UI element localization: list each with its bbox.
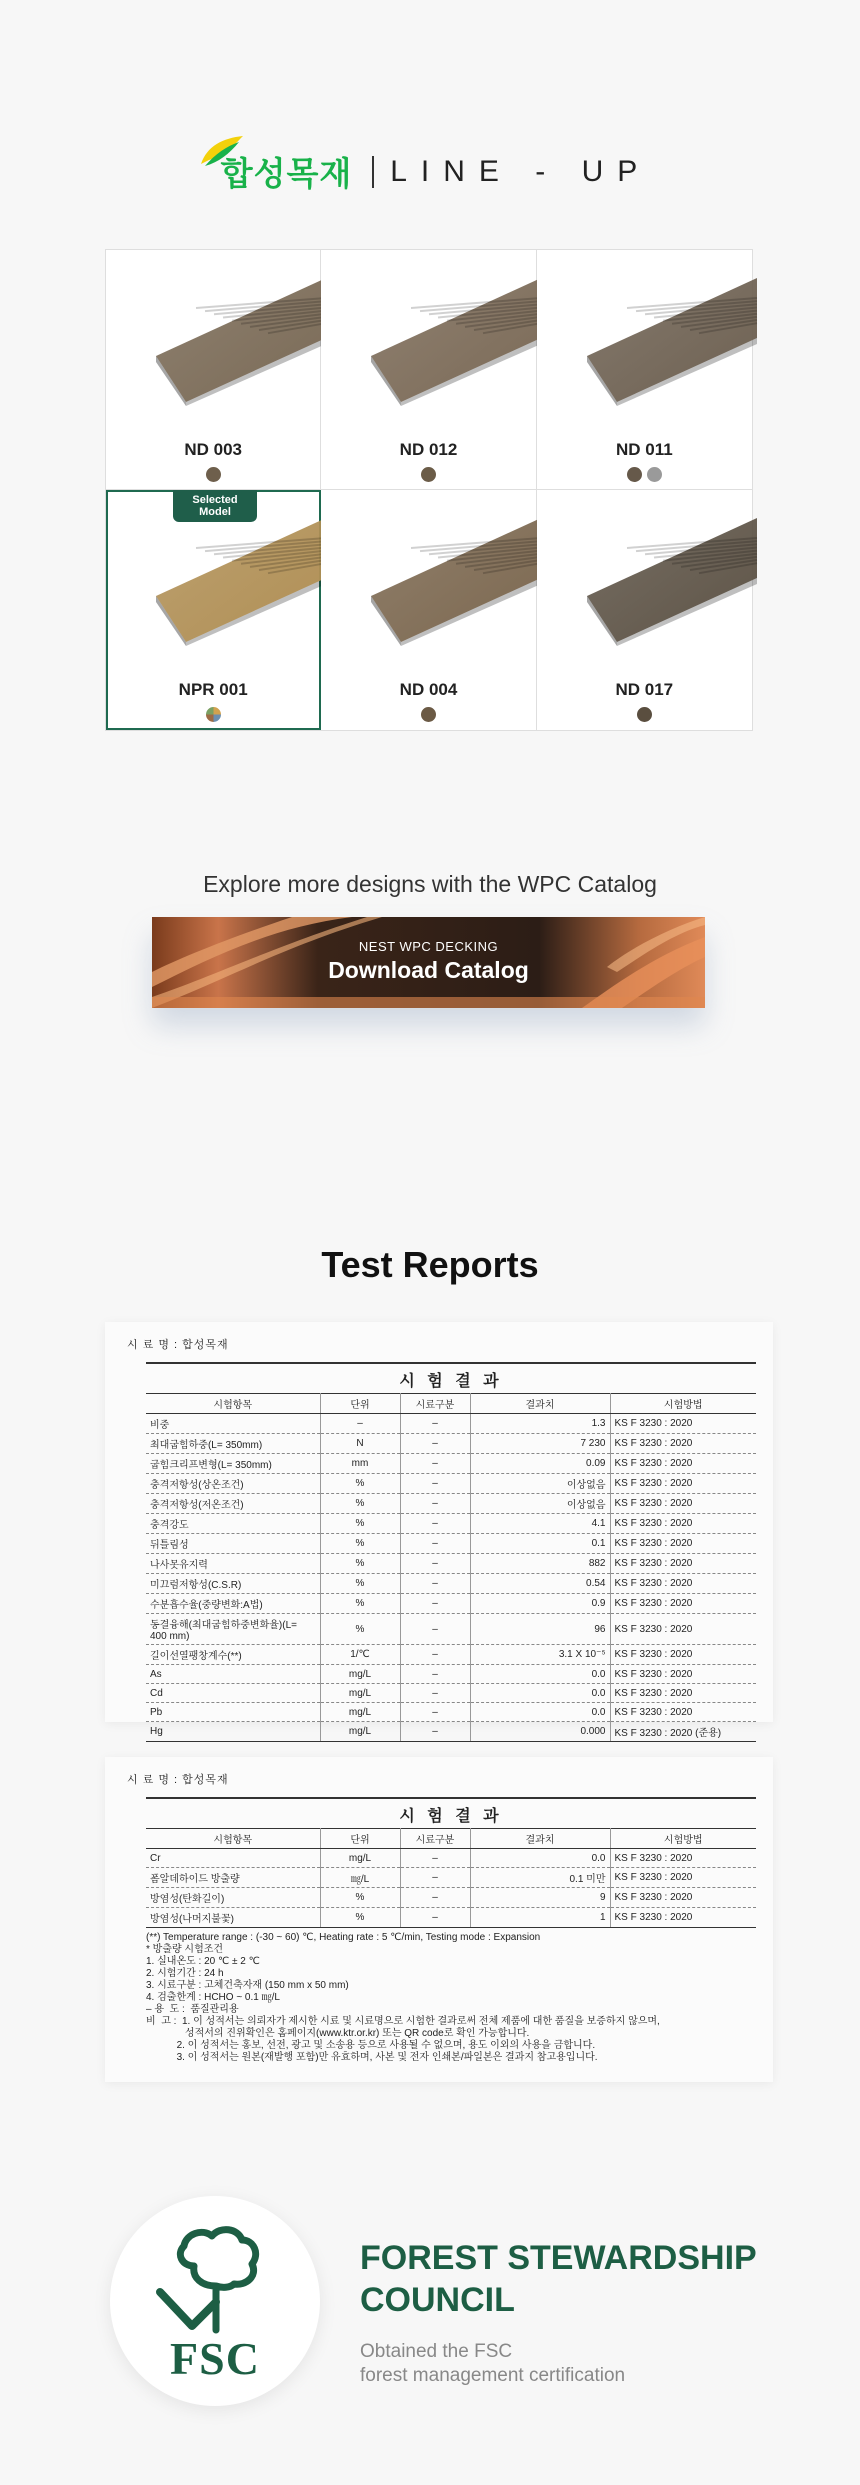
product-card[interactable] bbox=[321, 250, 536, 490]
table-row bbox=[146, 1554, 756, 1574]
table-cell: – bbox=[400, 1434, 470, 1454]
product-name: ND 003 bbox=[184, 440, 242, 459]
table-cell: – bbox=[400, 1722, 470, 1742]
catalog-subtitle: NEST WPC DECKING bbox=[358, 939, 499, 954]
table-cell: 1/℃ bbox=[320, 1645, 400, 1665]
table-cell: – bbox=[400, 1474, 470, 1494]
product-name: NPR 001 bbox=[178, 680, 248, 699]
fsc-description bbox=[360, 2340, 760, 2388]
table-cell: % bbox=[320, 1514, 400, 1534]
table-row bbox=[146, 1574, 756, 1594]
table-cell: 0.0 bbox=[470, 1684, 610, 1703]
product-name: ND 017 bbox=[615, 680, 674, 699]
table-column-header: 시료구분 bbox=[400, 1394, 470, 1414]
table-cell: mg/L bbox=[320, 1849, 400, 1868]
test-report-page-2 bbox=[105, 1757, 773, 2082]
table-cell: KS F 3230 : 2020 bbox=[610, 1849, 756, 1868]
header-divider bbox=[372, 156, 374, 188]
table-cell: 0.0 bbox=[470, 1703, 610, 1722]
table-cell: – bbox=[400, 1703, 470, 1722]
product-name: ND 012 bbox=[399, 440, 458, 459]
table-cell: 882 bbox=[470, 1554, 610, 1574]
table-cell: 폼알데하이드 방출량 bbox=[146, 1868, 320, 1888]
table-cell: KS F 3230 : 2020 bbox=[610, 1614, 756, 1645]
decking-plank-image bbox=[587, 518, 757, 646]
table-cell: % bbox=[320, 1474, 400, 1494]
table-row bbox=[146, 1665, 756, 1684]
brand-name: 합성목재 bbox=[220, 155, 353, 192]
table-cell: % bbox=[320, 1494, 400, 1514]
table-cell: % bbox=[320, 1534, 400, 1554]
color-swatches bbox=[321, 707, 535, 722]
table-column-header: 시료구분 bbox=[400, 1829, 470, 1849]
table-cell: Hg bbox=[146, 1722, 320, 1742]
table-cell: % bbox=[320, 1594, 400, 1614]
color-swatch[interactable] bbox=[206, 467, 221, 482]
table-cell: KS F 3230 : 2020 bbox=[610, 1494, 756, 1514]
table-row bbox=[146, 1434, 756, 1454]
report-notes bbox=[146, 1932, 756, 2064]
table-cell: As bbox=[146, 1665, 320, 1684]
product-card[interactable] bbox=[106, 250, 321, 490]
table-cell: – bbox=[400, 1554, 470, 1574]
product-card[interactable] bbox=[321, 490, 536, 730]
note-line: 4. 검출한계 : HCHO ~ 0.1 ㎎/L bbox=[146, 1992, 280, 2003]
leaf-icon bbox=[199, 134, 245, 168]
table-cell: KS F 3230 : 2020 bbox=[610, 1574, 756, 1594]
table-column-header: 결과치 bbox=[470, 1829, 610, 1849]
lineup-header bbox=[0, 148, 860, 195]
table-cell: KS F 3230 : 2020 bbox=[610, 1665, 756, 1684]
table-row bbox=[146, 1868, 756, 1888]
product-name: ND 011 bbox=[615, 440, 673, 459]
table-cell: – bbox=[400, 1594, 470, 1614]
table-cell: mg/L bbox=[320, 1703, 400, 1722]
product-card[interactable] bbox=[537, 490, 752, 730]
color-swatch[interactable] bbox=[421, 707, 436, 722]
table-row bbox=[146, 1474, 756, 1494]
fsc-description-line-1: Obtained the FSC bbox=[360, 2341, 513, 2362]
table-row bbox=[146, 1645, 756, 1665]
table-cell: – bbox=[400, 1574, 470, 1594]
table-cell: 나사못유지력 bbox=[146, 1554, 320, 1574]
table-cell: KS F 3230 : 2020 bbox=[610, 1414, 756, 1434]
table-row bbox=[146, 1908, 756, 1928]
color-swatches bbox=[537, 707, 752, 722]
report-product-label: 시 료 명 : 합성목재 bbox=[127, 1774, 229, 1786]
table-cell: 4.1 bbox=[470, 1514, 610, 1534]
table-cell: 7 230 bbox=[470, 1434, 610, 1454]
lineup-label: LINE - UP bbox=[390, 154, 652, 188]
report-table-2 bbox=[146, 1828, 756, 1928]
note-line: – 용 도 : 품질관리용 bbox=[146, 2004, 239, 2015]
color-swatches bbox=[537, 467, 752, 482]
report-table-1 bbox=[146, 1393, 756, 1742]
table-header-row bbox=[146, 1829, 756, 1849]
color-swatch[interactable] bbox=[647, 467, 662, 482]
table-cell: 충격강도 bbox=[146, 1514, 320, 1534]
table-cell: Cd bbox=[146, 1684, 320, 1703]
table-cell: – bbox=[400, 1908, 470, 1928]
table-row bbox=[146, 1534, 756, 1554]
table-cell: KS F 3230 : 2020 (준용) bbox=[610, 1722, 756, 1742]
table-cell: 충격저항성(상온조건) bbox=[146, 1474, 320, 1494]
color-swatch[interactable] bbox=[421, 467, 436, 482]
table-cell: KS F 3230 : 2020 bbox=[610, 1514, 756, 1534]
table-cell: – bbox=[400, 1888, 470, 1908]
catalog-button-label: Download Catalog bbox=[328, 957, 529, 983]
table-cell: 1 bbox=[470, 1908, 610, 1928]
table-row bbox=[146, 1703, 756, 1722]
table-cell: Pb bbox=[146, 1703, 320, 1722]
table-cell: 1.3 bbox=[470, 1414, 610, 1434]
table-cell: KS F 3230 : 2020 bbox=[610, 1645, 756, 1665]
table-cell: mg/L bbox=[320, 1665, 400, 1684]
note-line: 2. 시험기간 : 24 h bbox=[146, 1968, 224, 1979]
table-column-header: 결과치 bbox=[470, 1394, 610, 1414]
table-row bbox=[146, 1454, 756, 1474]
table-cell: – bbox=[400, 1645, 470, 1665]
table-cell: 수분흡수율(중량변화:A법) bbox=[146, 1594, 320, 1614]
table-cell: – bbox=[400, 1534, 470, 1554]
table-cell: % bbox=[320, 1554, 400, 1574]
table-cell: KS F 3230 : 2020 bbox=[610, 1474, 756, 1494]
note-line: 1. 실내온도 : 20 ℃ ± 2 ℃ bbox=[146, 1956, 260, 1967]
table-cell: – bbox=[400, 1454, 470, 1474]
table-cell: 뒤틀림성 bbox=[146, 1534, 320, 1554]
table-cell: 0.9 bbox=[470, 1594, 610, 1614]
table-cell: – bbox=[400, 1614, 470, 1645]
decking-plank-image bbox=[156, 278, 326, 406]
note-line: 3. 이 성적서는 원본(재발행 포함)만 유효하며, 사본 및 전자 인쇄본/파일본은 결과지 참고용입니다. bbox=[146, 2052, 598, 2063]
selected-model-badge: Selected Model bbox=[173, 490, 257, 522]
table-row bbox=[146, 1594, 756, 1614]
report-product-label: 시 료 명 : 합성목재 bbox=[127, 1339, 229, 1351]
table-header-row bbox=[146, 1394, 756, 1414]
table-cell: 미끄럼저항성(C.S.R) bbox=[146, 1574, 320, 1594]
table-cell: KS F 3230 : 2020 bbox=[610, 1868, 756, 1888]
table-column-header: 단위 bbox=[320, 1829, 400, 1849]
table-cell: % bbox=[320, 1888, 400, 1908]
fsc-title-line-1: FOREST STEWARDSHIP bbox=[360, 2239, 757, 2277]
color-swatches bbox=[106, 467, 320, 482]
table-row bbox=[146, 1414, 756, 1434]
decking-plank-image bbox=[371, 518, 541, 646]
table-cell: KS F 3230 : 2020 bbox=[610, 1434, 756, 1454]
table-cell: 동결융해(최대굽힘하중변화율)(L= 400 mm) bbox=[146, 1614, 320, 1645]
fsc-logo bbox=[110, 2196, 320, 2406]
fsc-logo-text: FSC bbox=[170, 2333, 260, 2384]
table-column-header: 시험방법 bbox=[610, 1394, 756, 1414]
table-cell: Cr bbox=[146, 1849, 320, 1868]
table-cell: KS F 3230 : 2020 bbox=[610, 1594, 756, 1614]
table-cell: 0.1 bbox=[470, 1534, 610, 1554]
table-cell: 0.09 bbox=[470, 1454, 610, 1474]
table-cell: KS F 3230 : 2020 bbox=[610, 1888, 756, 1908]
table-cell: 3.1 X 10⁻⁵ bbox=[470, 1645, 610, 1665]
table-cell: 0.1 미만 bbox=[470, 1868, 610, 1888]
table-cell: N bbox=[320, 1434, 400, 1454]
product-card[interactable] bbox=[106, 490, 321, 730]
table-cell: – bbox=[400, 1514, 470, 1534]
product-grid bbox=[105, 249, 753, 731]
table-cell: mg/L bbox=[320, 1684, 400, 1703]
color-swatches bbox=[106, 707, 320, 722]
note-line: 2. 이 성적서는 홍보, 선전, 광고 및 소송용 등으로 사용될 수 없으며, 용도 이외의 사용을 금합니다. bbox=[146, 2040, 596, 2051]
decking-plank-image bbox=[371, 278, 541, 406]
table-cell: KS F 3230 : 2020 bbox=[610, 1454, 756, 1474]
table-column-header: 시험방법 bbox=[610, 1829, 756, 1849]
table-cell: – bbox=[320, 1414, 400, 1434]
table-cell: mg/L bbox=[320, 1722, 400, 1742]
color-swatch[interactable] bbox=[627, 467, 642, 482]
test-reports-title: Test Reports bbox=[321, 1244, 539, 1285]
table-cell: 이상없음 bbox=[470, 1474, 610, 1494]
table-cell: – bbox=[400, 1494, 470, 1514]
table-cell: % bbox=[320, 1574, 400, 1594]
table-row bbox=[146, 1849, 756, 1868]
table-row bbox=[146, 1614, 756, 1645]
product-name: ND 004 bbox=[399, 680, 458, 699]
table-row bbox=[146, 1514, 756, 1534]
note-line: 비 고 : 1. 이 성적서는 의뢰자가 제시한 시료 및 시료명으로 시험한 결과로써 전체 제품에 대한 품질을 보증하지 않으며, bbox=[146, 2016, 660, 2027]
table-cell: KS F 3230 : 2020 bbox=[610, 1908, 756, 1928]
table-cell: KS F 3230 : 2020 bbox=[610, 1534, 756, 1554]
table-cell: 이상없음 bbox=[470, 1494, 610, 1514]
report-heading: 시 험 결 과 bbox=[146, 1362, 756, 1393]
table-cell: 0.54 bbox=[470, 1574, 610, 1594]
table-cell: – bbox=[400, 1849, 470, 1868]
fsc-title-line-2: COUNCIL bbox=[360, 2281, 515, 2319]
tree-check-icon bbox=[142, 2226, 288, 2334]
table-cell: KS F 3230 : 2020 bbox=[610, 1703, 756, 1722]
table-cell: KS F 3230 : 2020 bbox=[610, 1554, 756, 1574]
table-column-header: 시험항목 bbox=[146, 1394, 320, 1414]
table-cell: 0.0 bbox=[470, 1849, 610, 1868]
product-card[interactable] bbox=[537, 250, 752, 490]
table-cell: % bbox=[320, 1908, 400, 1928]
catalog-caption: Explore more designs with the WPC Catalog bbox=[203, 871, 657, 897]
fsc-title bbox=[360, 2237, 810, 2321]
table-cell: – bbox=[400, 1665, 470, 1684]
test-report-page-1 bbox=[105, 1322, 773, 1739]
table-cell: % bbox=[320, 1614, 400, 1645]
table-cell: – bbox=[400, 1414, 470, 1434]
brand-logo bbox=[209, 148, 353, 195]
note-line: 3. 시료구분 : 고체건축자재 (150 mm x 50 mm) bbox=[146, 1980, 349, 1991]
table-cell: 9 bbox=[470, 1888, 610, 1908]
table-cell: – bbox=[400, 1684, 470, 1703]
table-row bbox=[146, 1888, 756, 1908]
note-line: * 방출량 시험조건 bbox=[146, 1944, 224, 1955]
color-swatch[interactable] bbox=[637, 707, 652, 722]
note-line: (**) Temperature range : (-30 ~ 60) ℃, Heating rate : 5 ℃/min, Testing mode : Expansion bbox=[146, 1932, 541, 1943]
table-cell: 방염성(탄화길이) bbox=[146, 1888, 320, 1908]
table-row bbox=[146, 1722, 756, 1742]
table-cell: 길이선열팽창계수(**) bbox=[146, 1645, 320, 1665]
table-cell: 비중 bbox=[146, 1414, 320, 1434]
table-cell: 충격저항성(저온조건) bbox=[146, 1494, 320, 1514]
report-heading: 시 험 결 과 bbox=[146, 1797, 756, 1828]
table-cell: 96 bbox=[470, 1614, 610, 1645]
table-row bbox=[146, 1684, 756, 1703]
table-cell: 방염성(나머지불꽃) bbox=[146, 1908, 320, 1928]
color-swatch[interactable] bbox=[206, 707, 221, 722]
table-column-header: 시험항목 bbox=[146, 1829, 320, 1849]
note-line: 성적서의 진위확인은 홈페이지(www.ktr.or.kr) 또는 QR code로 확인 가능합니다. bbox=[146, 2028, 530, 2039]
fsc-description-line-2: forest management certification bbox=[360, 2365, 626, 2386]
table-cell: 0.0 bbox=[470, 1665, 610, 1684]
table-cell: – bbox=[400, 1868, 470, 1888]
table-cell: ㎎/L bbox=[320, 1868, 400, 1888]
download-catalog-button[interactable] bbox=[152, 917, 705, 1008]
table-column-header: 단위 bbox=[320, 1394, 400, 1414]
table-cell: KS F 3230 : 2020 bbox=[610, 1684, 756, 1703]
table-cell: 굽힘크리프변형(L= 350mm) bbox=[146, 1454, 320, 1474]
color-swatches bbox=[321, 467, 535, 482]
table-cell: mm bbox=[320, 1454, 400, 1474]
decking-plank-image bbox=[156, 518, 326, 646]
table-row bbox=[146, 1494, 756, 1514]
table-cell: 0.000 bbox=[470, 1722, 610, 1742]
table-cell: 최대굽힘하중(L= 350mm) bbox=[146, 1434, 320, 1454]
decking-plank-image bbox=[587, 278, 757, 406]
